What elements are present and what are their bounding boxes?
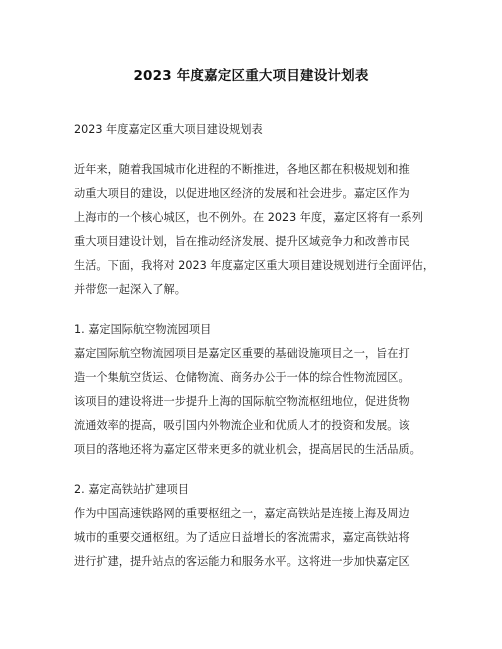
section-line: 嘉定国际航空物流园项目是嘉定区重要的基础设施项目之一，旨在打 (74, 347, 410, 360)
section-line: 造一个集航空货运、仓储物流、商务办公于一体的综合性物流园区。 (74, 371, 410, 384)
section-line: 进行扩建，提升站点的客运能力和服务水平。这将进一步加快嘉定区 (74, 555, 410, 568)
intro-line: 动重大项目的建设，以促进地区经济的发展和社会进步。嘉定区作为 (74, 187, 410, 200)
intro-line: 生活。下面，我将对 2023 年度嘉定区重大项目建设规划进行全面评估， (74, 259, 435, 272)
document-subtitle: 2023 年度嘉定区重大项目建设规划表 (74, 123, 263, 136)
intro-line: 上海市的一个核心城区，也不例外。在 2023 年度，嘉定区将有一系列 (74, 211, 423, 224)
intro-line: 近年来，随着我国城市化进程的不断推进，各地区都在积极规划和推 (74, 163, 410, 176)
section-heading: 1. 嘉定国际航空物流园项目 (74, 323, 212, 336)
section-line: 该项目的建设将进一步提升上海的国际航空物流枢纽地位，促进货物 (74, 395, 410, 408)
intro-line: 重大项目建设计划，旨在推动经济发展、提升区域竞争力和改善市民 (74, 235, 410, 248)
section-line: 项目的落地还将为嘉定区带来更多的就业机会，提高居民的生活品质。 (74, 443, 421, 456)
section-line: 流通效率的提高，吸引国内外物流企业和优质人才的投资和发展。该 (74, 419, 410, 432)
document-title: 2023 年度嘉定区重大项目建设计划表 (133, 68, 369, 84)
intro-line: 并带您一起深入了解。 (74, 283, 186, 296)
section-line: 城市的重要交通枢纽。为了适应日益增长的客流需求，嘉定高铁站将 (74, 531, 410, 544)
section-line: 作为中国高速铁路网的重要枢纽之一，嘉定高铁站是连接上海及周边 (74, 507, 410, 520)
section-heading: 2. 嘉定高铁站扩建项目 (74, 483, 189, 496)
